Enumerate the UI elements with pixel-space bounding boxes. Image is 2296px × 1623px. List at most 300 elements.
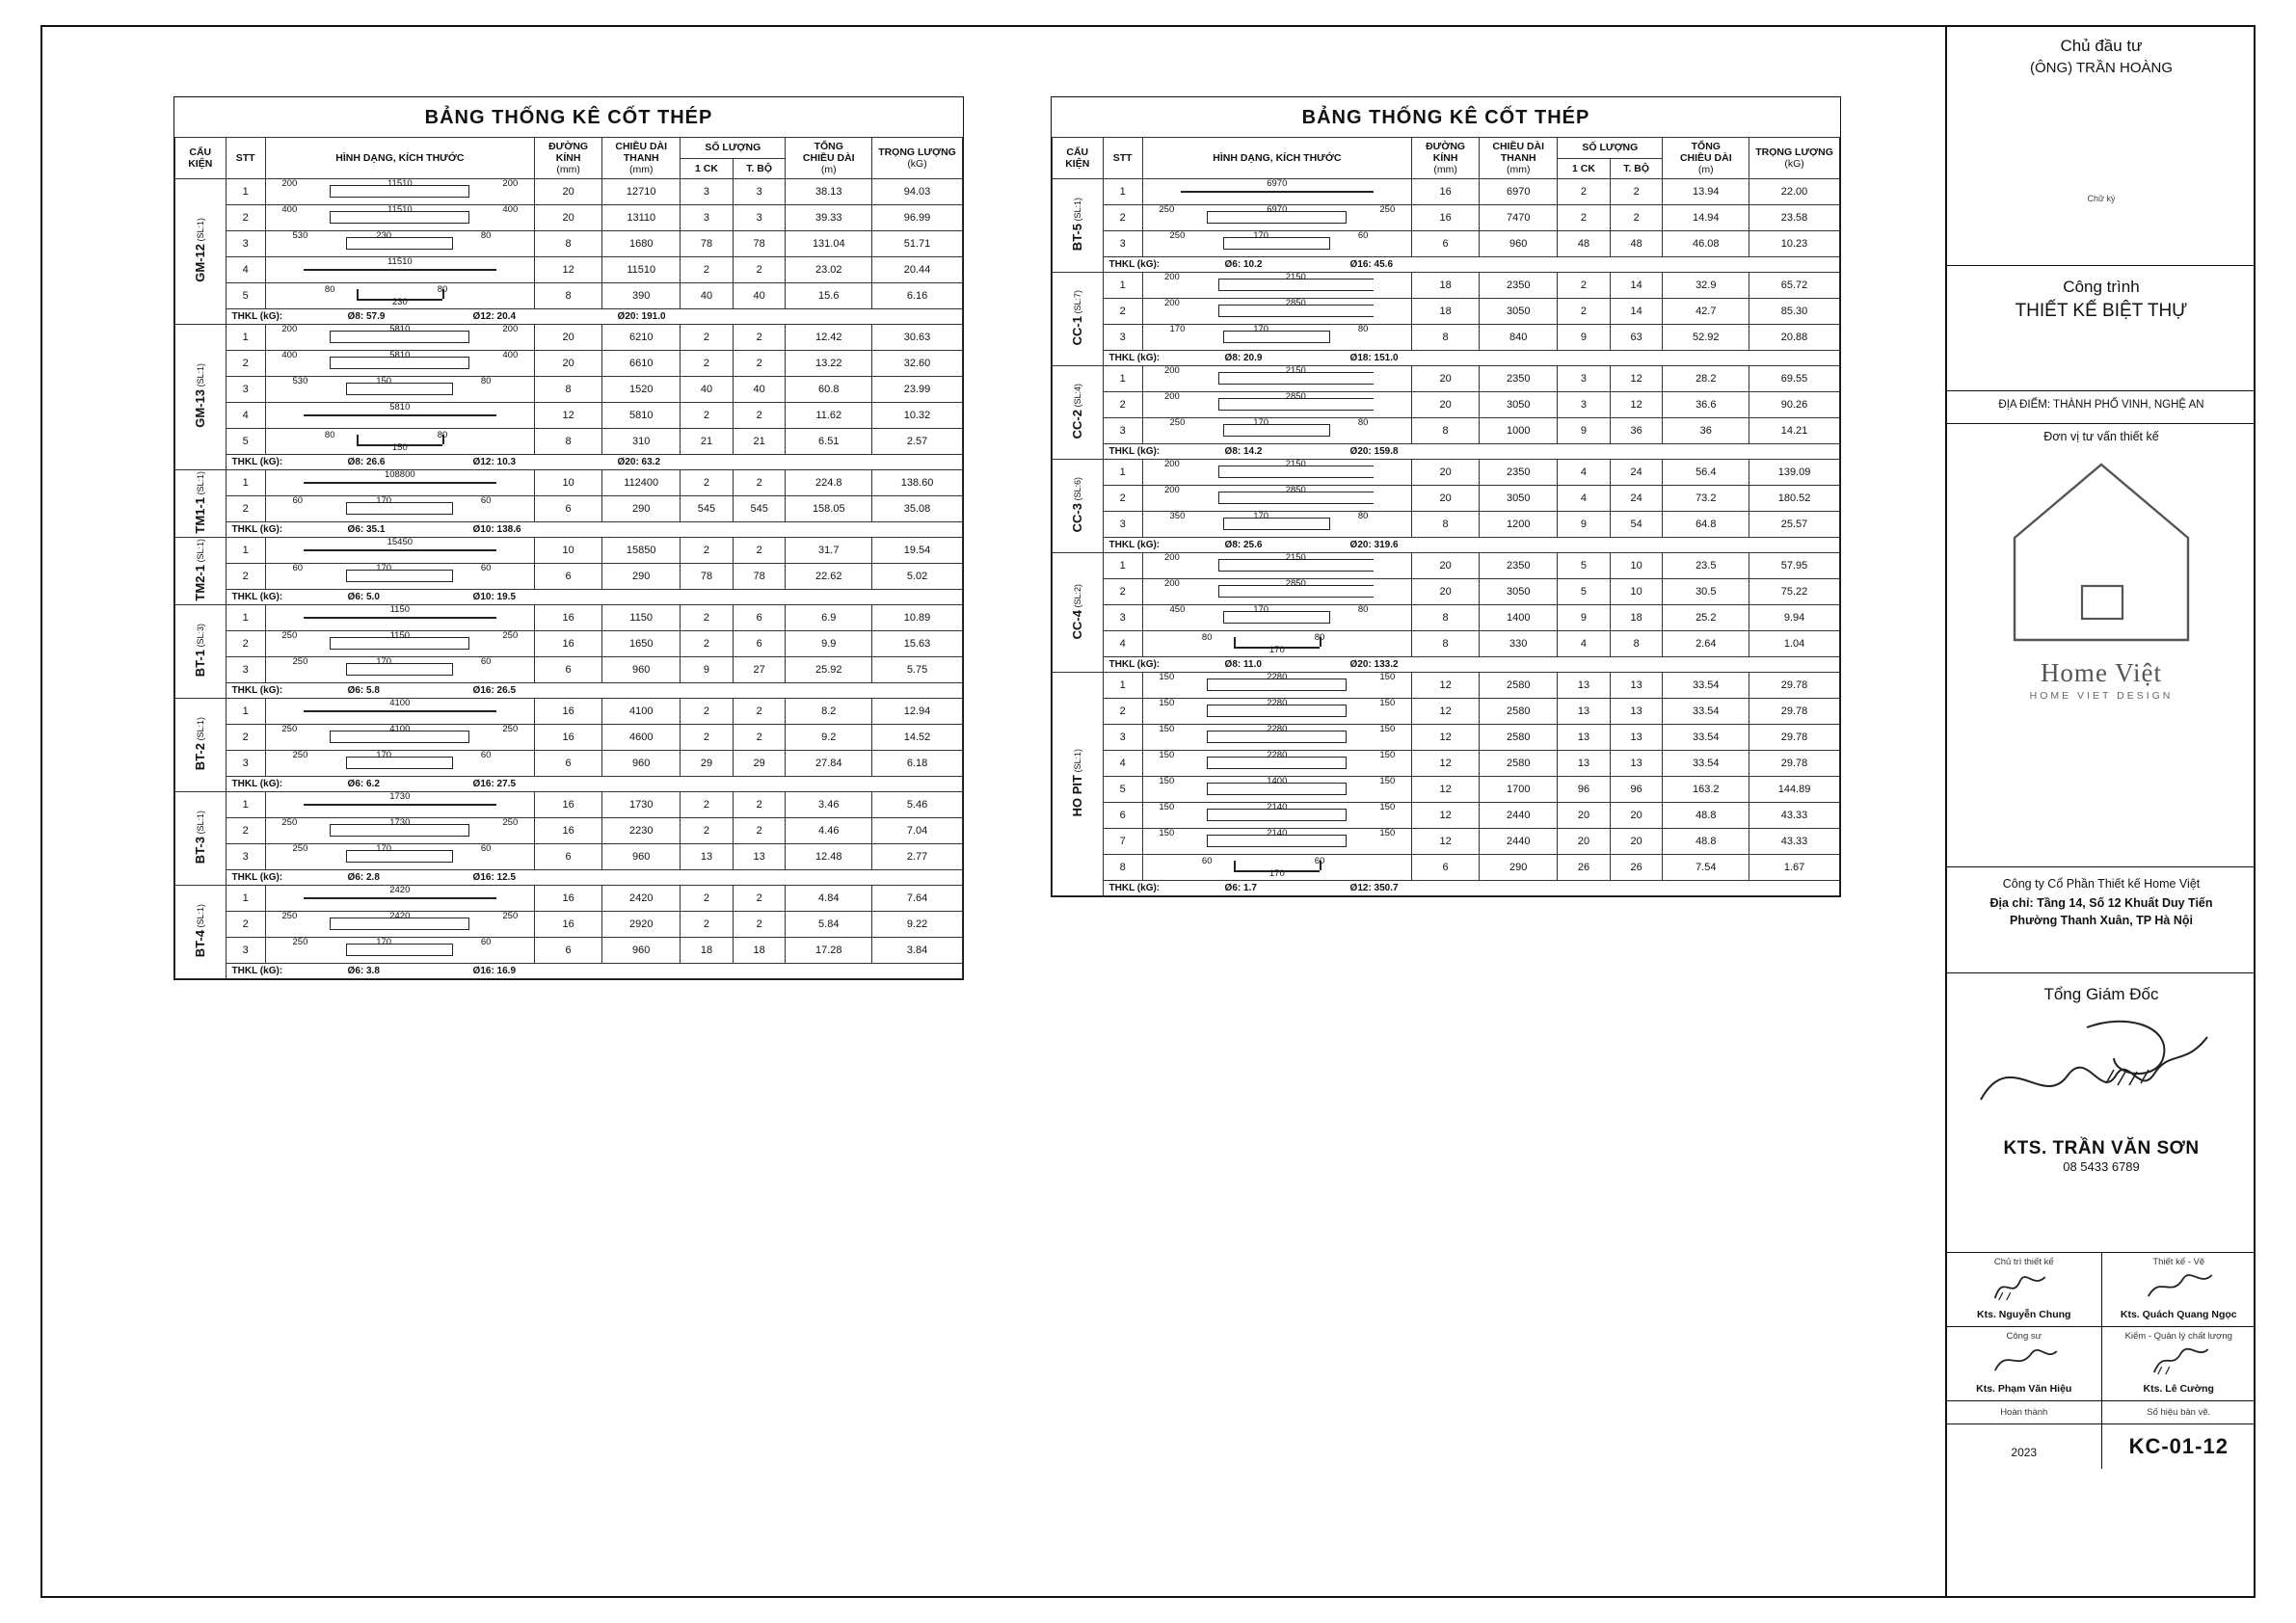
cell-weight: 3.84: [872, 938, 963, 964]
table-row: [175, 538, 963, 564]
cell-diameter: 6: [1411, 855, 1479, 881]
rebar-shape: 200 2850: [1143, 486, 1411, 511]
cell-total-length: 2.64: [1663, 631, 1749, 657]
cell-weight: 23.58: [1749, 205, 1840, 231]
group-code-HO PIT: HO PIT (SL:1): [1053, 673, 1104, 896]
table-row: [175, 751, 963, 777]
cell-weight: 65.72: [1749, 273, 1840, 299]
cell-qty-total: 2: [1610, 179, 1663, 205]
rebar-shape: 150 2140 150: [1143, 829, 1411, 854]
cell-bar-length: 112400: [602, 470, 681, 496]
cell-qty-1ck: 21: [681, 429, 734, 455]
cell-weight: 20.88: [1749, 325, 1840, 351]
cell-diameter: 8: [1411, 325, 1479, 351]
cell-qty-total: 26: [1610, 855, 1663, 881]
table-row: [1053, 725, 1840, 751]
rebar-shape: 400 11510 400: [266, 205, 534, 230]
cell-weight: 6.18: [872, 751, 963, 777]
table-row: [1053, 366, 1840, 392]
cell-weight: 2.77: [872, 844, 963, 870]
cell-stt: 2: [226, 496, 265, 522]
cell-qty-total: 2: [733, 699, 786, 725]
cell-diameter: 12: [1411, 673, 1479, 699]
cell-bar-length: 3050: [1480, 579, 1558, 605]
table-title: BẢNG THỐNG KÊ CỐT THÉP: [1053, 97, 1840, 138]
cell-total-length: 4.46: [786, 818, 872, 844]
rebar-shape: 200 2150: [1143, 273, 1411, 298]
cell-qty-total: 2: [733, 538, 786, 564]
cell-shape: [1142, 829, 1411, 855]
rebar-shape: 150 2280 150: [1143, 725, 1411, 750]
cell-bar-length: 960: [602, 657, 681, 683]
cell-weight: 69.55: [1749, 366, 1840, 392]
cell-stt: 3: [1103, 605, 1142, 631]
cell-weight: 10.89: [872, 605, 963, 631]
cell-total-length: 32.9: [1663, 273, 1749, 299]
table-row: [175, 844, 963, 870]
cell-diameter: 8: [534, 377, 601, 403]
cell-shape: [265, 844, 534, 870]
cell-total-length: 14.94: [1663, 205, 1749, 231]
rebar-shape: 200 2850: [1143, 299, 1411, 324]
cell-stt: 2: [226, 205, 265, 231]
cell-qty-1ck: 48: [1558, 231, 1611, 257]
cell-diameter: 16: [534, 792, 601, 818]
cell-bar-length: 3050: [1480, 299, 1558, 325]
cell-diameter: 20: [534, 325, 601, 351]
table-subtotal-row: [175, 309, 963, 325]
cell-bar-length: 15850: [602, 538, 681, 564]
ceo-label: Tổng Giám Đốc: [2043, 985, 2159, 1003]
cell-qty-total: 2: [733, 792, 786, 818]
cell-total-length: 25.92: [786, 657, 872, 683]
cell-qty-1ck: 9: [681, 657, 734, 683]
cell-qty-total: 2: [733, 725, 786, 751]
cell-shape: [265, 912, 534, 938]
cell-total-length: 158.05: [786, 496, 872, 522]
table-subtotal-row: [1053, 351, 1840, 366]
sig-role-0: Chủ trì thiết kế: [1993, 1257, 2054, 1267]
cell-stt: 1: [1103, 366, 1142, 392]
cell-diameter: 16: [534, 699, 601, 725]
cell-qty-1ck: 3: [1558, 392, 1611, 418]
cell-weight: 20.44: [872, 257, 963, 283]
company-address-1: Địa chỉ: Tầng 14, Số 12 Khuất Duy Tiến: [1989, 896, 2213, 910]
rebar-shape: 250 170 80: [1143, 418, 1411, 443]
cell-weight: 23.99: [872, 377, 963, 403]
year-value: 2023: [2011, 1446, 2038, 1459]
sheet-number: KC-01-12: [2128, 1434, 2229, 1458]
cell-shape: [1142, 179, 1411, 205]
cell-weight: 180.52: [1749, 486, 1840, 512]
cell-bar-length: 1520: [602, 377, 681, 403]
table-row: [175, 886, 963, 912]
cell-bar-length: 1700: [1480, 777, 1558, 803]
subtotal-text: THKL (kG): Ø6: 3.8 Ø16: 16.9: [226, 964, 962, 979]
cell-qty-1ck: 2: [681, 725, 734, 751]
cell-stt: 2: [1103, 299, 1142, 325]
cell-qty-1ck: 4: [1558, 631, 1611, 657]
th-trong-luong: TRỌNG LƯỢNG (kG): [872, 138, 963, 179]
cell-total-length: 23.5: [1663, 553, 1749, 579]
subtotal-text: THKL (kG): Ø6: 2.8 Ø16: 12.5: [226, 870, 962, 886]
cell-qty-total: 2: [733, 470, 786, 496]
cell-total-length: 56.4: [1663, 460, 1749, 486]
cell-shape: [1142, 803, 1411, 829]
cell-total-length: 131.04: [786, 231, 872, 257]
cell-shape: [265, 564, 534, 590]
table-row: [175, 496, 963, 522]
cell-diameter: 16: [1411, 179, 1479, 205]
cell-shape: [265, 657, 534, 683]
cell-stt: 3: [226, 844, 265, 870]
group-code-GM-12: GM-12 (SL:1): [175, 179, 227, 325]
cell-total-length: 48.8: [1663, 803, 1749, 829]
cell-qty-1ck: 9: [1558, 325, 1611, 351]
cell-shape: [265, 886, 534, 912]
cell-shape: [1142, 460, 1411, 486]
cell-shape: [265, 538, 534, 564]
cell-total-length: 28.2: [1663, 366, 1749, 392]
rebar-shape: 60 170 60: [266, 496, 534, 521]
table-row: [175, 657, 963, 683]
cell-stt: 3: [226, 657, 265, 683]
cell-total-length: 13.22: [786, 351, 872, 377]
cell-weight: 7.64: [872, 886, 963, 912]
cell-shape: [1142, 325, 1411, 351]
cell-weight: 75.22: [1749, 579, 1840, 605]
cell-stt: 2: [226, 818, 265, 844]
th-tbo: T. BỘ: [733, 158, 786, 179]
ceo-signature-icon: [1971, 1008, 2231, 1133]
cell-weight: 94.03: [872, 179, 963, 205]
rebar-shape: 250 170 60: [266, 938, 534, 963]
group-code-BT-3: BT-3 (SL:1): [175, 792, 227, 886]
table-row: [1053, 673, 1840, 699]
cell-diameter: 12: [534, 257, 601, 283]
cell-qty-1ck: 20: [1558, 829, 1611, 855]
cell-shape: [1142, 579, 1411, 605]
cell-bar-length: 2350: [1480, 553, 1558, 579]
cell-qty-1ck: 2: [681, 912, 734, 938]
cell-bar-length: 1730: [602, 792, 681, 818]
cell-stt: 3: [1103, 231, 1142, 257]
cell-diameter: 12: [1411, 829, 1479, 855]
cell-qty-1ck: 2: [681, 257, 734, 283]
logo-sub: HOME VIET DESIGN: [2029, 690, 2174, 702]
group-code-TM2-1: TM2-1 (SL:1): [175, 538, 227, 605]
cell-weight: 5.75: [872, 657, 963, 683]
sig-name-3: Kts. Lê Cường: [2143, 1383, 2214, 1395]
cell-bar-length: 960: [1480, 231, 1558, 257]
table-row: [1053, 512, 1840, 538]
table-row: [1053, 751, 1840, 777]
rebar-shape: 250 1150 250: [266, 631, 534, 656]
cell-diameter: 8: [534, 429, 601, 455]
cell-stt: 1: [1103, 179, 1142, 205]
cell-total-length: 9.9: [786, 631, 872, 657]
th-stt: STT: [226, 138, 265, 179]
cell-shape: [265, 496, 534, 522]
sig-role-2: Công sư: [2006, 1331, 2042, 1342]
cell-qty-1ck: 2: [681, 605, 734, 631]
table-row: [175, 605, 963, 631]
th-cau-kien: CẤU KIỆN: [1053, 138, 1104, 179]
cell-total-length: 4.84: [786, 886, 872, 912]
cell-stt: 2: [1103, 392, 1142, 418]
cell-qty-total: 2: [733, 403, 786, 429]
table-row: [175, 377, 963, 403]
ceo-section: [1947, 973, 2256, 1253]
rebar-shape: 200 2850: [1143, 579, 1411, 604]
subtotal-text: THKL (kG): Ø8: 57.9 Ø12: 20.4 Ø20: 191.0: [226, 309, 962, 325]
cell-qty-total: 10: [1610, 579, 1663, 605]
signature-scribble-icon: [2104, 1267, 2255, 1304]
th-1ck: 1 CK: [1558, 158, 1611, 179]
cell-shape: [1142, 273, 1411, 299]
th-duong-kinh: ĐƯỜNG KÍNH (mm): [1411, 138, 1479, 179]
cell-diameter: 12: [1411, 725, 1479, 751]
table-row: [1053, 205, 1840, 231]
cell-weight: 85.30: [1749, 299, 1840, 325]
table-subtotal-row: [1053, 881, 1840, 896]
cell-stt: 2: [226, 725, 265, 751]
cell-shape: [265, 429, 534, 455]
cell-stt: 4: [1103, 631, 1142, 657]
cell-total-length: 25.2: [1663, 605, 1749, 631]
cell-qty-1ck: 9: [1558, 605, 1611, 631]
cell-weight: 35.08: [872, 496, 963, 522]
cell-shape: [265, 818, 534, 844]
group-code-BT-4: BT-4 (SL:1): [175, 886, 227, 979]
cell-total-length: 33.54: [1663, 751, 1749, 777]
table-row: [175, 429, 963, 455]
cell-weight: 14.52: [872, 725, 963, 751]
table-header-row-1: [175, 138, 963, 159]
cell-stt: 2: [226, 351, 265, 377]
cell-qty-total: 12: [1610, 392, 1663, 418]
rebar-schedule-table-right: [1051, 96, 1841, 897]
cell-stt: 3: [226, 231, 265, 257]
project-section: [1947, 266, 2256, 391]
rebar-shape: 530 150 80: [266, 377, 534, 402]
cell-diameter: 20: [534, 179, 601, 205]
cell-stt: 3: [226, 377, 265, 403]
cell-total-length: 31.7: [786, 538, 872, 564]
table-row: [175, 912, 963, 938]
cell-qty-total: 24: [1610, 486, 1663, 512]
signature-grid-1: [1947, 1253, 2256, 1327]
cell-stt: 3: [1103, 512, 1142, 538]
cell-qty-1ck: 5: [1558, 579, 1611, 605]
group-code-CC-4: CC-4 (SL:2): [1053, 553, 1104, 673]
table-row: [1053, 460, 1840, 486]
owner-name: (ÔNG) TRẦN HOÀNG: [2029, 60, 2174, 76]
table-row: [1053, 179, 1840, 205]
rebar-shape: 6970: [1143, 179, 1411, 204]
ceo-phone: 08 5433 6789: [2063, 1159, 2140, 1174]
cell-qty-total: 14: [1610, 299, 1663, 325]
completed-cell: [1947, 1401, 2102, 1423]
cell-stt: 6: [1103, 803, 1142, 829]
cell-diameter: 20: [1411, 392, 1479, 418]
cell-diameter: 6: [534, 564, 601, 590]
cell-qty-1ck: 545: [681, 496, 734, 522]
cell-shape: [265, 403, 534, 429]
footer-labels: [1947, 1401, 2256, 1424]
cell-shape: [1142, 631, 1411, 657]
group-code-TM1-1: TM1-1 (SL:1): [175, 470, 227, 538]
cell-bar-length: 4100: [602, 699, 681, 725]
signature-scribble-icon: [1949, 1342, 2099, 1378]
table-subtotal-row: [175, 964, 963, 979]
cell-weight: 2.57: [872, 429, 963, 455]
cell-stt: 2: [1103, 486, 1142, 512]
cell-diameter: 8: [1411, 631, 1479, 657]
cell-diameter: 16: [1411, 205, 1479, 231]
cell-bar-length: 390: [602, 283, 681, 309]
table-row: [1053, 418, 1840, 444]
rebar-shape: 250 170 60: [266, 751, 534, 776]
cell-total-length: 17.28: [786, 938, 872, 964]
cell-stt: 3: [226, 751, 265, 777]
table-subtotal-row: [175, 522, 963, 538]
rebar-shape: 250 170 60: [266, 844, 534, 869]
cell-qty-total: 13: [1610, 699, 1663, 725]
cell-qty-1ck: 2: [1558, 205, 1611, 231]
rebar-shape: 400 5810 400: [266, 351, 534, 376]
cell-weight: 29.78: [1749, 751, 1840, 777]
cell-stt: 2: [1103, 205, 1142, 231]
cell-stt: 4: [226, 403, 265, 429]
cell-qty-1ck: 2: [681, 538, 734, 564]
cell-weight: 6.16: [872, 283, 963, 309]
cell-qty-total: 2: [1610, 205, 1663, 231]
cell-bar-length: 2350: [1480, 366, 1558, 392]
rebar-shape: 250 4100 250: [266, 725, 534, 750]
cell-diameter: 6: [1411, 231, 1479, 257]
cell-qty-total: 12: [1610, 366, 1663, 392]
cell-bar-length: 2580: [1480, 699, 1558, 725]
cell-qty-1ck: 2: [681, 699, 734, 725]
table-row: [175, 283, 963, 309]
drawing-no-label: Số hiệu bản vẽ.: [2147, 1407, 2211, 1418]
cell-stt: 1: [226, 325, 265, 351]
cell-diameter: 6: [534, 751, 601, 777]
cell-bar-length: 2580: [1480, 673, 1558, 699]
cell-shape: [1142, 725, 1411, 751]
cell-shape: [265, 283, 534, 309]
cell-total-length: 33.54: [1663, 725, 1749, 751]
rebar-shape: 15450: [266, 538, 534, 563]
cell-diameter: 16: [534, 886, 601, 912]
cell-qty-1ck: 78: [681, 231, 734, 257]
th-stt: STT: [1103, 138, 1142, 179]
cell-shape: [265, 631, 534, 657]
completed-label: Hoàn thành: [2000, 1407, 2048, 1418]
cell-qty-1ck: 40: [681, 283, 734, 309]
cell-qty-total: 6: [733, 631, 786, 657]
th-1ck: 1 CK: [681, 158, 734, 179]
rebar-shape: 80 170 80: [1201, 632, 1325, 656]
cell-shape: [1142, 699, 1411, 725]
table-subtotal-row: [1053, 657, 1840, 673]
table-row: [175, 564, 963, 590]
cell-weight: 9.94: [1749, 605, 1840, 631]
table-row: [175, 818, 963, 844]
cell-shape: [1142, 299, 1411, 325]
cell-diameter: 8: [1411, 512, 1479, 538]
cell-bar-length: 2580: [1480, 751, 1558, 777]
table-row: [1053, 579, 1840, 605]
cell-total-length: 6.9: [786, 605, 872, 631]
cell-qty-1ck: 18: [681, 938, 734, 964]
cell-diameter: 16: [534, 725, 601, 751]
rebar-shape: 60 170 60: [1201, 856, 1325, 880]
company-section: [1947, 867, 2256, 973]
cell-shape: [265, 470, 534, 496]
cell-bar-length: 960: [602, 751, 681, 777]
sig-cell-0: [1947, 1253, 2102, 1326]
cell-bar-length: 11510: [602, 257, 681, 283]
cell-weight: 29.78: [1749, 725, 1840, 751]
cell-weight: 22.00: [1749, 179, 1840, 205]
cell-diameter: 16: [534, 605, 601, 631]
rebar-shape: 250 170 60: [1143, 231, 1411, 256]
cell-shape: [265, 351, 534, 377]
cell-diameter: 20: [1411, 366, 1479, 392]
cell-weight: 25.57: [1749, 512, 1840, 538]
th-so-luong: SỐ LƯỢNG: [681, 138, 786, 159]
cell-qty-1ck: 13: [1558, 725, 1611, 751]
cell-qty-total: 14: [1610, 273, 1663, 299]
cell-total-length: 8.2: [786, 699, 872, 725]
cell-bar-length: 2440: [1480, 829, 1558, 855]
cell-stt: 3: [1103, 325, 1142, 351]
table-row: [1053, 553, 1840, 579]
cell-bar-length: 13110: [602, 205, 681, 231]
cell-total-length: 42.7: [1663, 299, 1749, 325]
cell-total-length: 27.84: [786, 751, 872, 777]
cell-bar-length: 3050: [1480, 486, 1558, 512]
cell-qty-1ck: 2: [681, 470, 734, 496]
table-row: [1053, 392, 1840, 418]
cell-diameter: 6: [534, 657, 601, 683]
project-name: THIẾT KẾ BIỆT THỰ: [2015, 301, 2188, 321]
group-code-CC-2: CC-2 (SL:4): [1053, 366, 1104, 460]
table-row: [1053, 777, 1840, 803]
cell-qty-total: 2: [733, 257, 786, 283]
cell-total-length: 22.62: [786, 564, 872, 590]
signature-scribble-icon: [2104, 1342, 2255, 1378]
rebar-shape: 250 1730 250: [266, 818, 534, 843]
cell-qty-1ck: 2: [681, 886, 734, 912]
cell-bar-length: 2580: [1480, 725, 1558, 751]
rebar-shape: 11510: [266, 257, 534, 282]
cell-bar-length: 1400: [1480, 605, 1558, 631]
cell-bar-length: 290: [1480, 855, 1558, 881]
cell-qty-1ck: 2: [681, 792, 734, 818]
th-cau-kien: CẤU KIỆN: [175, 138, 227, 179]
cell-qty-total: 20: [1610, 803, 1663, 829]
cell-stt: 2: [1103, 579, 1142, 605]
cell-weight: 29.78: [1749, 673, 1840, 699]
cell-qty-total: 2: [733, 886, 786, 912]
cell-qty-total: 13: [1610, 751, 1663, 777]
cell-shape: [265, 257, 534, 283]
th-trong-luong: TRỌNG LƯỢNG (kG): [1749, 138, 1840, 179]
cell-total-length: 3.46: [786, 792, 872, 818]
